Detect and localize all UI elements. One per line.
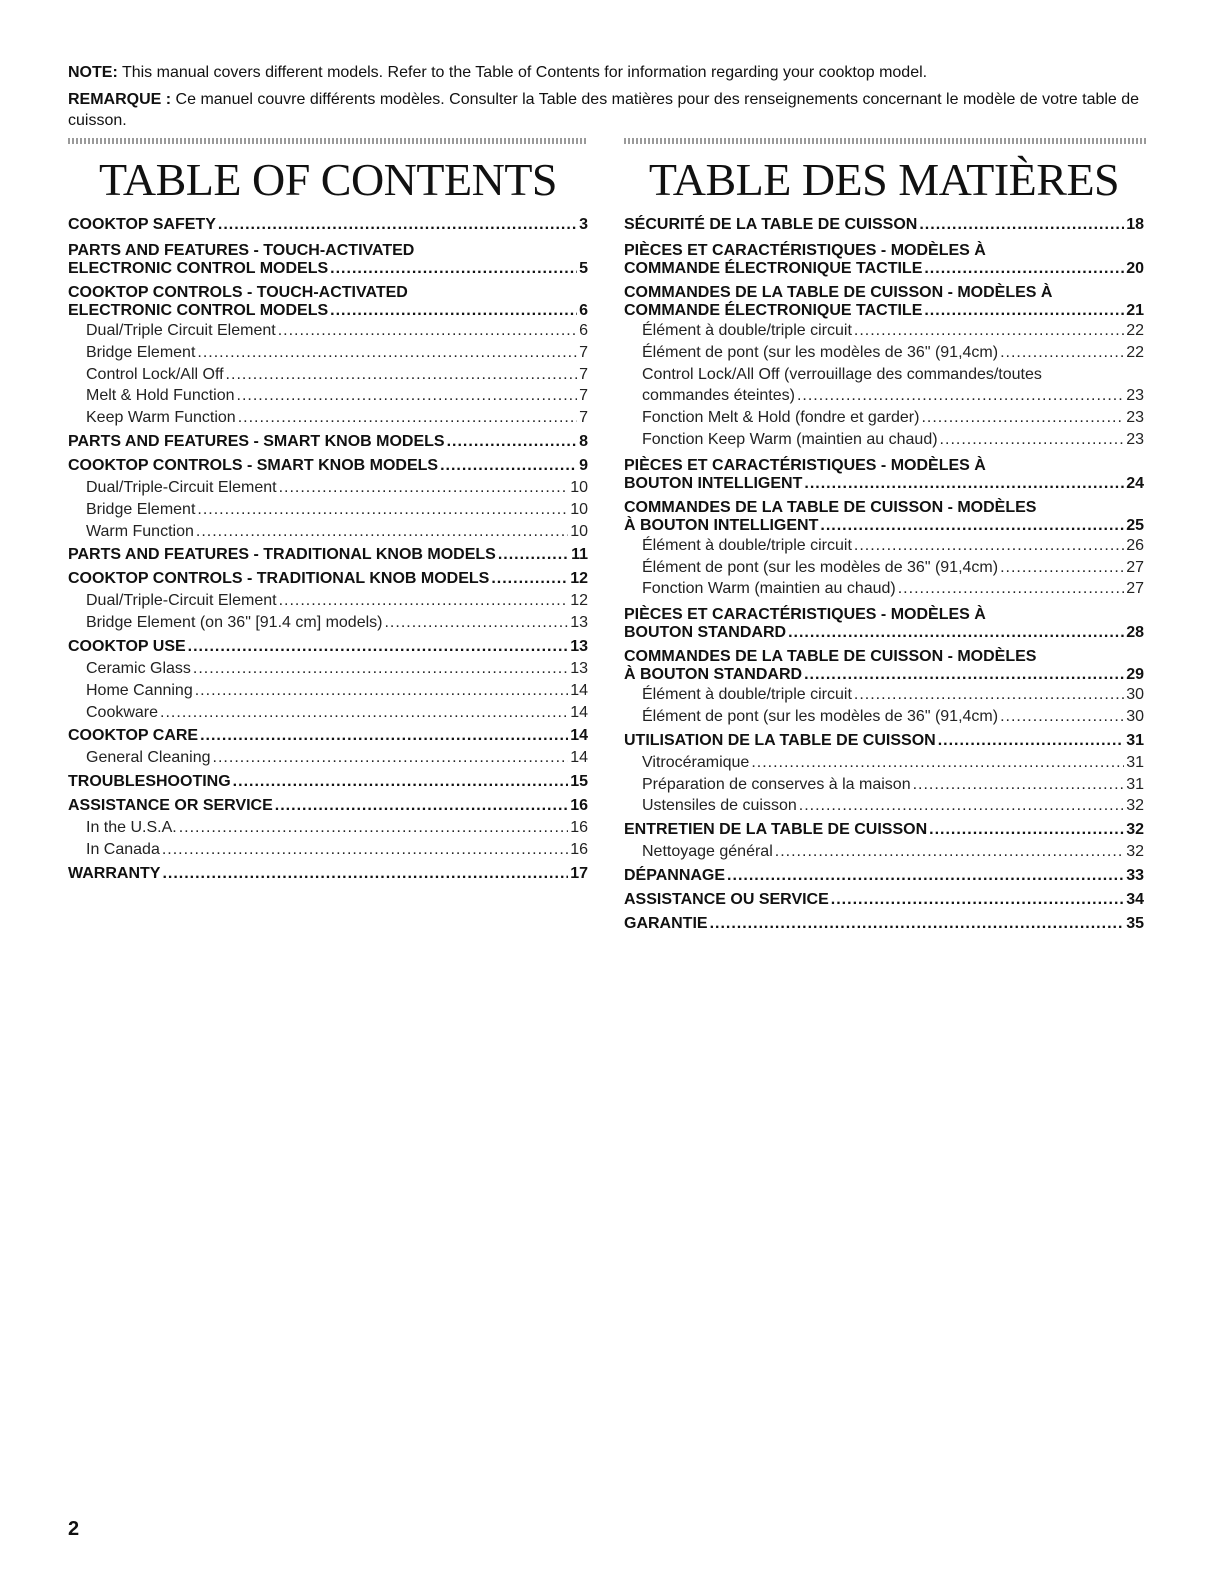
- toc-subentry[interactable]: Cookware ..... 14: [68, 702, 588, 724]
- note-label: NOTE:: [68, 64, 118, 81]
- toc-subentry[interactable]: Dual/Triple-Circuit Element ..... 12: [68, 590, 588, 612]
- toc-subentry[interactable]: Ustensiles de cuisson ..... 32: [624, 795, 1144, 817]
- toc-subentry[interactable]: Élément de pont (sur les modèles de 36" (91,4cm) ..... 27: [624, 557, 1144, 579]
- toc-subentry[interactable]: Fonction Keep Warm (maintien au chaud) ..... 23: [624, 429, 1144, 451]
- toc-subentry[interactable]: Warm Function ..... 10: [68, 521, 588, 543]
- toc-subentry[interactable]: Keep Warm Function ..... 7: [68, 407, 588, 429]
- toc-entry[interactable]: ASSISTANCE OR SERVICE ..... 16: [68, 795, 588, 817]
- divider-right: [624, 138, 1146, 144]
- toc-entry[interactable]: COOKTOP CONTROLS - SMART KNOB MODELS ..... 9: [68, 455, 588, 477]
- toc-entry[interactable]: PIÈCES ET CARACTÉRISTIQUES - MODÈLES À BOUTON INTELLIGENT ..... 24: [624, 457, 1144, 493]
- toc-entry[interactable]: DÉPANNAGE ..... 33: [624, 865, 1144, 887]
- toc-entry[interactable]: PARTS AND FEATURES - SMART KNOB MODELS ..... 8: [68, 431, 588, 453]
- toc-entry[interactable]: PIÈCES ET CARACTÉRISTIQUES - MODÈLES À COMMANDE ÉLECTRONIQUE TACTILE ..... 20: [624, 242, 1144, 278]
- toc-entry[interactable]: PARTS AND FEATURES - TRADITIONAL KNOB MODELS ..... 11: [68, 544, 588, 566]
- toc-subentry[interactable]: Vitrocéramique ..... 31: [624, 752, 1144, 774]
- toc-subentry[interactable]: Home Canning ..... 14: [68, 680, 588, 702]
- toc-subentry[interactable]: Bridge Element ..... 10: [68, 499, 588, 521]
- toc-entry[interactable]: COOKTOP SAFETY ..... 3: [68, 214, 588, 236]
- toc-entry[interactable]: COMMANDES DE LA TABLE DE CUISSON - MODÈLES À BOUTON STANDARD ..... 29: [624, 648, 1144, 684]
- page-number: 2: [68, 1518, 80, 1540]
- toc-subentry[interactable]: Melt & Hold Function ..... 7: [68, 385, 588, 407]
- toc-english: [68, 150, 588, 885]
- toc-entry[interactable]: COOKTOP USE ..... 13: [68, 636, 588, 658]
- remarque-text: Ce manuel couvre différents modèles. Consulter la Table des matières pour des renseignements concernant le modèle de votre table de cuisson.: [68, 91, 1140, 129]
- remarque-label: REMARQUE :: [68, 91, 172, 108]
- toc-subentry[interactable]: Dual/Triple-Circuit Element ..... 10: [68, 477, 588, 499]
- toc-subentry[interactable]: Control Lock/All Off ..... 7: [68, 364, 588, 386]
- toc-title-fr: TABLE DES MATIÈRES: [648, 154, 1120, 205]
- toc-subentry[interactable]: Bridge Element (on 36" [91.4 cm] models) ..... 13: [68, 612, 588, 634]
- toc-entry[interactable]: COMMANDES DE LA TABLE DE CUISSON - MODÈLES À COMMANDE ÉLECTRONIQUE TACTILE ..... 21: [624, 284, 1144, 320]
- toc-subentry[interactable]: Control Lock/All Off (verrouillage des commandes/toutes commandes éteintes) ..... 23: [624, 364, 1144, 408]
- toc-subentry[interactable]: Élément à double/triple circuit ..... 30: [624, 684, 1144, 706]
- toc-entry[interactable]: WARRANTY ..... 17: [68, 863, 588, 885]
- toc-subentry[interactable]: Élément de pont (sur les modèles de 36" (91,4cm) ..... 22: [624, 342, 1144, 364]
- toc-subentry[interactable]: Fonction Melt & Hold (fondre et garder) ..... 23: [624, 407, 1144, 429]
- toc-subentry[interactable]: Bridge Element ..... 7: [68, 342, 588, 364]
- toc-entry[interactable]: GARANTIE ..... 35: [624, 913, 1144, 935]
- divider-left: [68, 138, 588, 144]
- toc-subentry[interactable]: Élément de pont (sur les modèles de 36" (91,4cm) ..... 30: [624, 706, 1144, 728]
- toc-subentry[interactable]: Nettoyage général ..... 32: [624, 841, 1144, 863]
- toc-subentry[interactable]: Élément à double/triple circuit ..... 26: [624, 535, 1144, 557]
- toc-entry[interactable]: COOKTOP CONTROLS - TRADITIONAL KNOB MODELS ..... 12: [68, 568, 588, 590]
- toc-entry[interactable]: ENTRETIEN DE LA TABLE DE CUISSON ..... 32: [624, 819, 1144, 841]
- toc-subentry[interactable]: General Cleaning ..... 14: [68, 747, 588, 769]
- toc-subentry[interactable]: In the U.S.A. ..... 16: [68, 817, 588, 839]
- toc-french: [624, 150, 1144, 935]
- toc-entry[interactable]: SÉCURITÉ DE LA TABLE DE CUISSON ..... 18: [624, 214, 1144, 236]
- toc-entry[interactable]: COOKTOP CARE ..... 14: [68, 725, 588, 747]
- toc-subentry[interactable]: Dual/Triple Circuit Element ..... 6: [68, 320, 588, 342]
- toc-subentry[interactable]: In Canada ..... 16: [68, 839, 588, 861]
- toc-entry[interactable]: PARTS AND FEATURES - TOUCH-ACTIVATED ELECTRONIC CONTROL MODELS ..... 5: [68, 242, 588, 278]
- toc-subentry[interactable]: Préparation de conserves à la maison ..... 31: [624, 774, 1144, 796]
- note-english: [68, 62, 1148, 83]
- toc-entry[interactable]: COOKTOP CONTROLS - TOUCH-ACTIVATED ELECTRONIC CONTROL MODELS ..... 6: [68, 284, 588, 320]
- note-text: This manual covers different models. Refer to the Table of Contents for information regarding your cooktop model.: [117, 64, 928, 81]
- note-french: [68, 89, 1148, 131]
- toc-entry[interactable]: COMMANDES DE LA TABLE DE CUISSON - MODÈLES À BOUTON INTELLIGENT ..... 25: [624, 499, 1144, 535]
- toc-entry[interactable]: PIÈCES ET CARACTÉRISTIQUES - MODÈLES À BOUTON STANDARD ..... 28: [624, 606, 1144, 642]
- toc-entry[interactable]: TROUBLESHOOTING ..... 15: [68, 771, 588, 793]
- toc-subentry[interactable]: Ceramic Glass ..... 13: [68, 658, 588, 680]
- toc-title-en: TABLE OF CONTENTS: [98, 154, 558, 205]
- toc-entry[interactable]: ASSISTANCE OU SERVICE ..... 34: [624, 889, 1144, 911]
- toc-subentry[interactable]: Élément à double/triple circuit ..... 22: [624, 320, 1144, 342]
- toc-subentry[interactable]: Fonction Warm (maintien au chaud) ..... 27: [624, 578, 1144, 600]
- toc-entry[interactable]: UTILISATION DE LA TABLE DE CUISSON ..... 31: [624, 730, 1144, 752]
